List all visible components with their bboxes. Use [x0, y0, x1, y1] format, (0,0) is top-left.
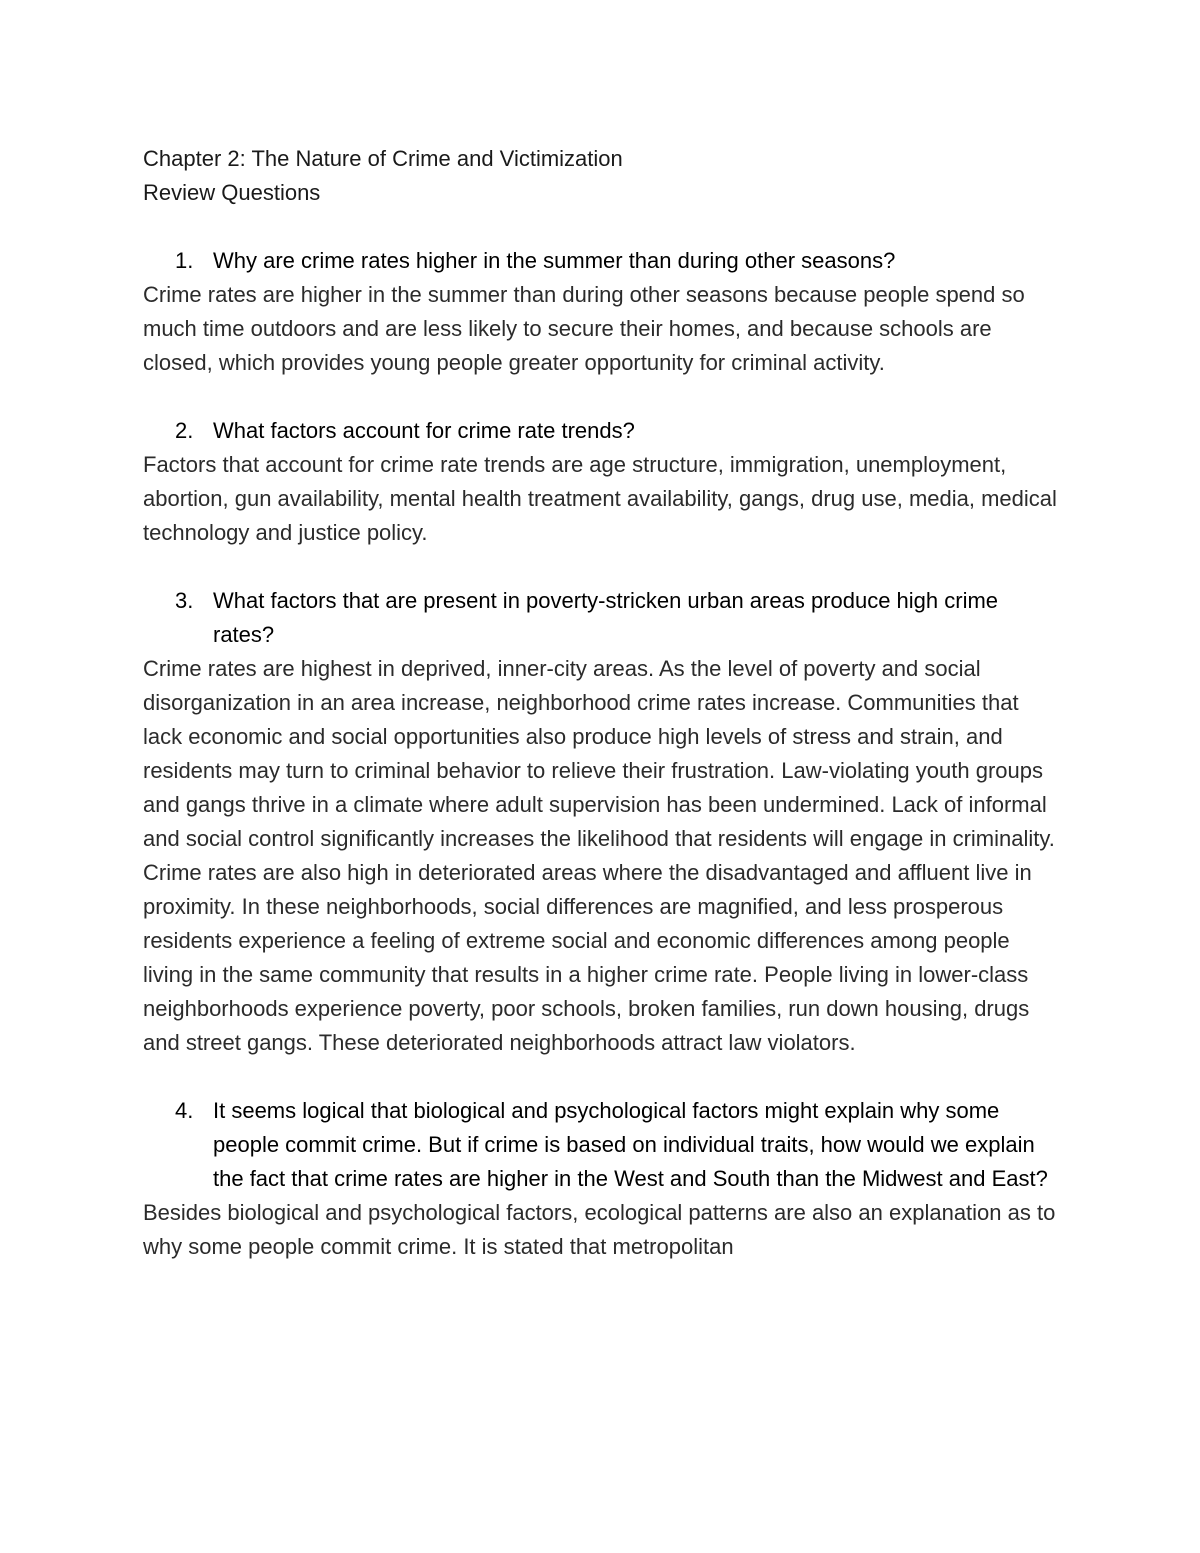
- spacer: [143, 380, 1063, 414]
- answer-1: Crime rates are higher in the summer than during other seasons because people spend so much time outdoors and are less likely to secure their homes, and because schools are closed, which provides young people greater opportunity for criminal activity.: [143, 282, 1025, 375]
- question-3: [143, 584, 1063, 652]
- question-number: 4.: [175, 1098, 194, 1123]
- question-text: It seems logical that biological and psychological factors might explain why some people commit crime. But if crime is based on individual traits, how would we explain the fact that crime rates are higher in the West and South than the Midwest and East?: [213, 1098, 1048, 1191]
- spacer: [143, 210, 1063, 244]
- spacer: [143, 1060, 1063, 1094]
- answer-2: Factors that account for crime rate trends are age structure, immigration, unemployment, abortion, gun availability, mental health treatment availability, gangs, drug use, media, medical technology and justice policy.: [143, 452, 1057, 545]
- document-body: [143, 142, 1063, 1264]
- question-text: What factors account for crime rate trends?: [213, 418, 635, 443]
- spacer: [143, 550, 1063, 584]
- question-number: 2.: [175, 418, 194, 443]
- section-subtitle: Review Questions: [143, 180, 321, 205]
- question-1: [143, 244, 1063, 278]
- answer-4: Besides biological and psychological factors, ecological patterns are also an explanation as to why some people commit crime. It is stated that metropolitan: [143, 1200, 1056, 1259]
- question-text: Why are crime rates higher in the summer than during other seasons?: [213, 248, 896, 273]
- answer-3: Crime rates are highest in deprived, inner-city areas. As the level of poverty and social disorganization in an area increase, neighborhood crime rates increase. Communities that lack economic and social opportunities also produce high levels of stress and strain, and residents may turn to criminal behavior to relieve their frustration. Law-violating youth groups and gangs thrive in a climate where adult supervision has been undermined. Lack of informal and social control significantly increases the likelihood that residents will engage in criminality. Crime rates are also high in deteriorated areas where the disadvantaged and affluent live in proximity. In these neighborhoods, social differences are magnified, and less prosperous residents experience a feeling of extreme social and economic differences among people living in the same community that results in a higher crime rate. People living in lower-class neighborhoods experience poverty, poor schools, broken families, run down housing, drugs and street gangs. These deteriorated neighborhoods attract law violators.: [143, 656, 1055, 1055]
- question-2: [143, 414, 1063, 448]
- chapter-title: Chapter 2: The Nature of Crime and Victimization: [143, 146, 623, 171]
- question-4: [143, 1094, 1063, 1196]
- question-number: 3.: [175, 588, 194, 613]
- question-text: What factors that are present in poverty-stricken urban areas produce high crime rates?: [213, 588, 999, 647]
- question-number: 1.: [175, 248, 194, 273]
